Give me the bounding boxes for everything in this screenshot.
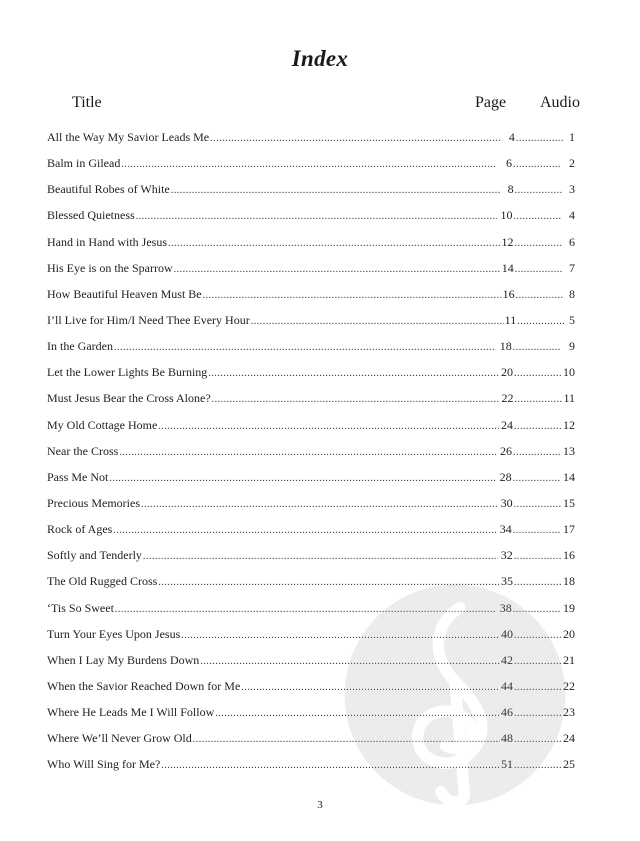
index-entry [47, 124, 575, 150]
dot-leader [161, 753, 499, 779]
entry-audio: 1 [569, 130, 575, 144]
entry-title: Precious Memories [47, 495, 140, 510]
index-entry [47, 307, 575, 333]
index-entry [47, 385, 575, 411]
dot-leader [516, 283, 564, 309]
dot-leader [515, 178, 563, 204]
entry-page: 42 [501, 652, 513, 667]
entry-title: I’ll Live for Him/I Need Thee Every Hour [47, 312, 250, 327]
index-entry [47, 673, 575, 699]
index-entry [47, 438, 575, 464]
entry-page: 40 [501, 626, 513, 641]
entry-title: Pass Me Not [47, 469, 109, 484]
entry-title: Must Jesus Bear the Cross Alone? [47, 391, 211, 406]
entry-page: 34 [499, 522, 512, 537]
entry-title: The Old Rugged Cross [47, 574, 158, 589]
dot-leader [515, 257, 563, 283]
dot-leader [158, 570, 498, 596]
dot-leader [212, 387, 501, 413]
index-entry [47, 516, 575, 542]
dot-leader [514, 570, 562, 596]
dot-leader [109, 466, 495, 492]
entry-audio: 5 [569, 312, 575, 327]
dot-leader [515, 231, 563, 257]
entry-page: 26 [499, 443, 512, 458]
entry-page: 22 [501, 391, 514, 406]
dot-leader [121, 152, 496, 178]
dot-leader [514, 727, 562, 753]
entry-page: 8 [507, 182, 514, 197]
entry-title: Turn Your Eyes Upon Jesus [47, 626, 181, 641]
dot-leader [203, 283, 502, 309]
entry-title: His Eye is on the Sparrow [47, 260, 173, 275]
index-entry [47, 725, 575, 751]
entry-page: 12 [501, 234, 514, 249]
entry-audio: 8 [569, 286, 575, 301]
entry-audio: 9 [568, 339, 575, 354]
entry-page: 32 [500, 548, 513, 563]
index-entry [47, 281, 575, 307]
index-entry [47, 621, 575, 647]
dot-leader [513, 204, 561, 230]
entry-audio: 14 [563, 469, 575, 484]
entry-title: My Old Cottage Home [47, 417, 158, 432]
entry-title: All the Way My Savior Leads Me [47, 130, 210, 144]
page-title: Index [291, 46, 349, 71]
column-header-audio: Audio [540, 94, 580, 111]
entry-title: ‘Tis So Sweet [47, 600, 114, 615]
dot-leader [514, 492, 562, 518]
entry-audio: 7 [569, 260, 575, 275]
dot-leader [113, 518, 496, 544]
entry-page: 16 [502, 286, 515, 301]
dot-leader [513, 466, 561, 492]
entry-audio: 17 [563, 522, 575, 537]
entry-audio: 18 [563, 574, 575, 589]
index-entry [47, 751, 575, 777]
dot-leader [114, 335, 496, 361]
entry-audio: 24 [563, 731, 575, 746]
entry-audio: 6 [569, 234, 575, 249]
dot-leader [141, 492, 498, 518]
dot-leader [514, 623, 562, 649]
entry-page: 11 [504, 312, 517, 327]
entry-audio: 22 [563, 678, 575, 693]
index-entry [47, 464, 575, 490]
dot-leader [241, 675, 500, 701]
entry-page: 38 [499, 600, 512, 615]
entry-page: 18 [499, 339, 512, 354]
index-entry [47, 359, 575, 385]
index-entry [47, 229, 575, 255]
entry-title: Softly and Tenderly [47, 548, 142, 563]
entry-audio: 16 [563, 548, 575, 563]
index-entry [47, 595, 575, 621]
index-entry [47, 333, 575, 359]
index-entry [47, 699, 575, 725]
dot-leader [136, 204, 498, 230]
dot-leader [514, 387, 562, 413]
entry-page: 44 [501, 678, 513, 693]
entry-title: Near the Cross [47, 443, 119, 458]
dot-leader [210, 126, 502, 152]
dot-leader [168, 231, 500, 257]
dot-leader [514, 361, 562, 387]
entry-title: Hand in Hand with Jesus [47, 234, 167, 249]
entry-title: In the Garden [47, 339, 113, 354]
entry-audio: 4 [569, 208, 575, 223]
dot-leader [517, 309, 565, 335]
dot-leader [513, 518, 561, 544]
entry-audio: 20 [563, 626, 575, 641]
dot-leader [514, 675, 562, 701]
dot-leader [514, 544, 562, 570]
index-entry [47, 568, 575, 594]
dot-leader [516, 126, 564, 152]
index-entry [47, 542, 575, 568]
dot-leader [171, 178, 500, 204]
page-number: 3 [317, 799, 323, 811]
entry-page: 4 [508, 130, 515, 144]
entry-audio: 3 [568, 182, 575, 197]
dot-leader [115, 597, 496, 623]
dot-leader [119, 440, 496, 466]
column-header-title: Title [72, 94, 102, 111]
index-entry [47, 150, 575, 176]
entry-page: 28 [499, 469, 512, 484]
dot-leader [513, 152, 561, 178]
entry-audio: 11 [563, 391, 575, 406]
index-entry [47, 176, 575, 202]
entry-title: Let the Lower Lights Be Burning [47, 365, 208, 380]
entry-audio: 2 [568, 156, 575, 171]
dot-leader [513, 335, 561, 361]
entry-page: 6 [506, 156, 512, 171]
entry-title: Who Will Sing for Me? [47, 757, 161, 772]
entry-audio: 19 [563, 600, 575, 615]
entry-title: Blessed Quietness [47, 208, 135, 223]
entry-page: 35 [501, 574, 513, 589]
dot-leader [193, 727, 500, 753]
dot-leader [514, 753, 562, 779]
entry-title: When the Savior Reached Down for Me [47, 678, 241, 693]
entry-page: 48 [501, 731, 513, 746]
entry-audio: 13 [563, 443, 575, 458]
dot-leader [513, 440, 561, 466]
column-header-page: Page [475, 94, 507, 111]
entry-audio: 10 [563, 365, 575, 380]
entry-audio: 12 [563, 417, 575, 432]
entry-page: 46 [501, 705, 513, 720]
dot-leader [174, 257, 500, 283]
entry-page: 20 [501, 365, 513, 380]
entry-title: Rock of Ages [47, 522, 113, 537]
entry-title: Where We’ll Never Grow Old [47, 731, 192, 746]
dot-leader [514, 414, 562, 440]
entry-page: 51 [501, 757, 513, 772]
entry-audio: 25 [563, 757, 575, 772]
index-entry [47, 490, 575, 516]
index-list [47, 124, 575, 778]
dot-leader [215, 701, 500, 727]
entry-audio: 15 [563, 495, 576, 510]
index-entry [47, 255, 575, 281]
entry-title: When I Lay My Burdens Down [47, 652, 200, 667]
dot-leader [513, 597, 561, 623]
index-entry [47, 202, 575, 228]
dot-leader [181, 623, 499, 649]
entry-title: Balm in Gilead [47, 156, 121, 171]
dot-leader [200, 649, 500, 675]
dot-leader [251, 309, 504, 335]
entry-title: Where He Leads Me I Will Follow [47, 705, 215, 720]
entry-page: 24 [501, 417, 513, 432]
entry-page: 14 [501, 260, 514, 275]
entry-page: 30 [500, 495, 513, 510]
entry-title: Beautiful Robes of White [47, 182, 170, 197]
index-entry [47, 647, 575, 673]
entry-audio: 21 [563, 652, 575, 667]
dot-leader [514, 649, 562, 675]
entry-title: How Beautiful Heaven Must Be [47, 286, 202, 301]
entry-audio: 23 [563, 705, 575, 720]
dot-leader [208, 361, 500, 387]
dot-leader [143, 544, 498, 570]
entry-page: 10 [500, 208, 513, 223]
index-entry [47, 412, 575, 438]
dot-leader [158, 414, 498, 440]
dot-leader [514, 701, 562, 727]
